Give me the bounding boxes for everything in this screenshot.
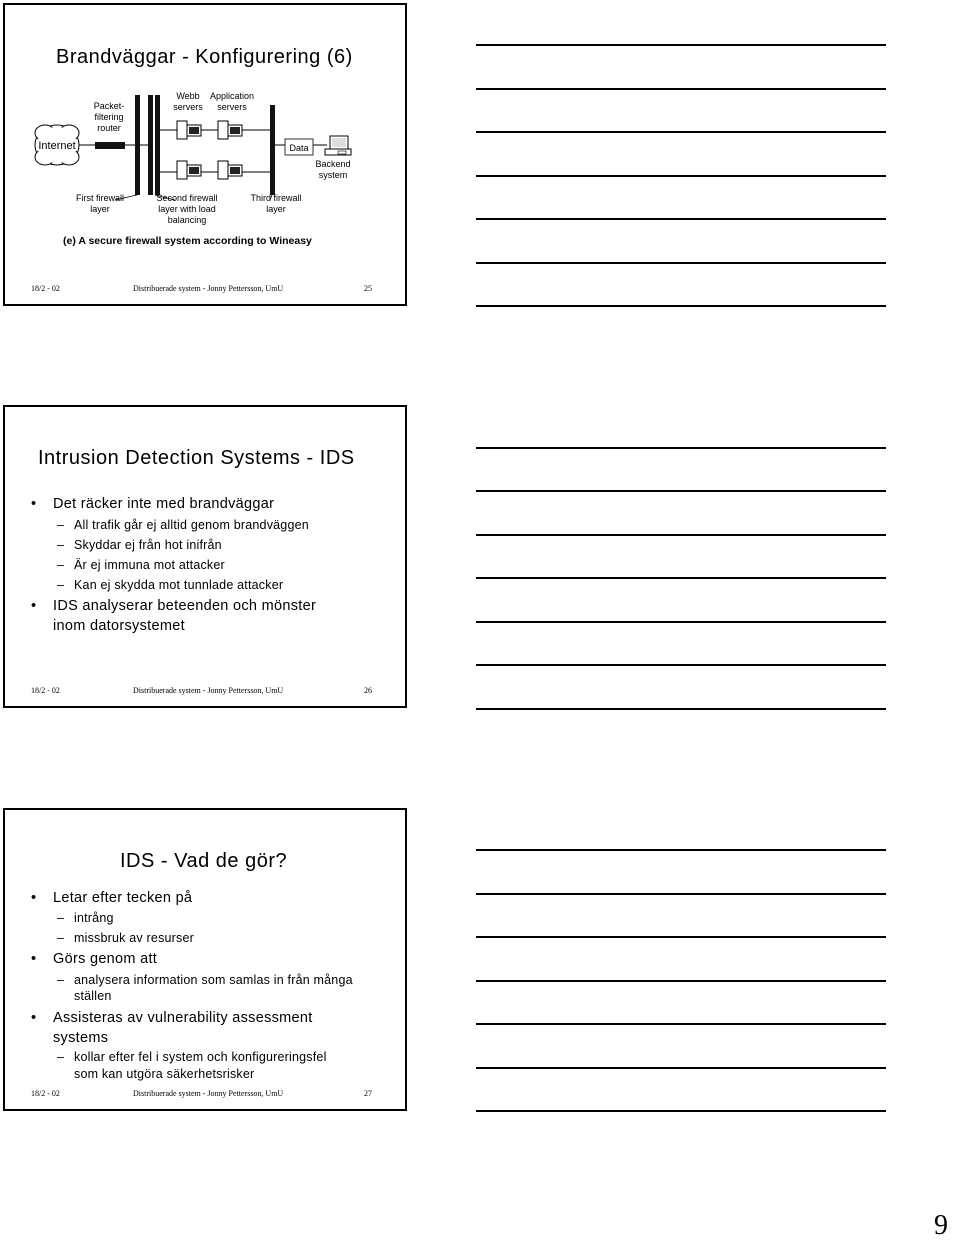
footer-date: 18/2 - 02 — [31, 1089, 60, 1098]
footer-date: 18/2 - 02 — [31, 284, 60, 293]
footer-source: Distribuerade system - Jonny Pettersson, UmU — [133, 1089, 284, 1098]
application-servers-label: Application servers — [209, 91, 255, 112]
slide-26: Intrusion Detection Systems - IDS • Det räcker inte med brandväggar – All trafik går ej alltid genom brandväggen – Skyddar ej från hot inifrån – Är ej immuna mot attacker – Kan ej skydda mot tunnlade attacker • IDS analyserar beteenden och mönster inom datorsystemet 18/2 - 02 Distribuerade system - Jonny Pettersson, UmU 26 — [3, 405, 407, 708]
application-server-icon — [218, 161, 242, 179]
slide-title: IDS - Vad de gör? — [120, 850, 288, 872]
internet-label: Internet — [38, 140, 76, 152]
second-firewall-label: Second firewall layer with load balancing — [156, 193, 218, 225]
slide-number: 26 — [364, 686, 372, 695]
backend-computer-icon — [325, 136, 351, 155]
router-icon — [95, 142, 125, 149]
slide-25 — [3, 3, 407, 306]
slide-number: 27 — [364, 1089, 372, 1098]
slide-title: Intrusion Detection Systems - IDS — [38, 447, 355, 469]
webb-server-icon — [177, 161, 201, 179]
webb-servers-label: Webb servers — [173, 91, 203, 112]
backend-label: Backend system — [315, 159, 351, 180]
footer-source: Distribuerade system - Jonny Pettersson, UmU — [133, 686, 284, 695]
first-firewall-bar — [135, 95, 140, 195]
slide-number: 25 — [364, 284, 372, 293]
page-number: 9 — [934, 1210, 948, 1241]
slide-title: Brandväggar - Konfigurering (6) — [56, 46, 353, 68]
internet-cloud-icon — [35, 125, 79, 165]
second-firewall-bar — [148, 95, 153, 195]
application-server-icon — [218, 121, 242, 139]
database-icon — [285, 139, 313, 155]
footer-source: Distribuerade system - Jonny Pettersson, UmU — [133, 284, 284, 293]
diagram-caption: (e) A secure firewall system according to Wineasy — [63, 235, 312, 247]
slide-27: IDS - Vad de gör? • Letar efter tecken på – intrång – missbruk av resurser • Görs genom att – analysera information som samlas in från många ställen • Assisteras av vulnerability assessment systems – kollar efter fel i system och konfigureringsfel som kan utgöra säkerhetsrisker 18/2 - 02 Distribuerade system - Jonny Pettersson, UmU 27 — [3, 808, 407, 1111]
packet-router-label: Packet- filtering router — [93, 101, 125, 133]
first-firewall-label: First firewall layer — [75, 193, 124, 214]
webb-server-icon — [177, 121, 201, 139]
third-firewall-bar — [270, 105, 275, 195]
data-label: Data — [289, 143, 309, 153]
third-firewall-label: Third firewall layer — [250, 193, 302, 214]
footer-date: 18/2 - 02 — [31, 686, 60, 695]
